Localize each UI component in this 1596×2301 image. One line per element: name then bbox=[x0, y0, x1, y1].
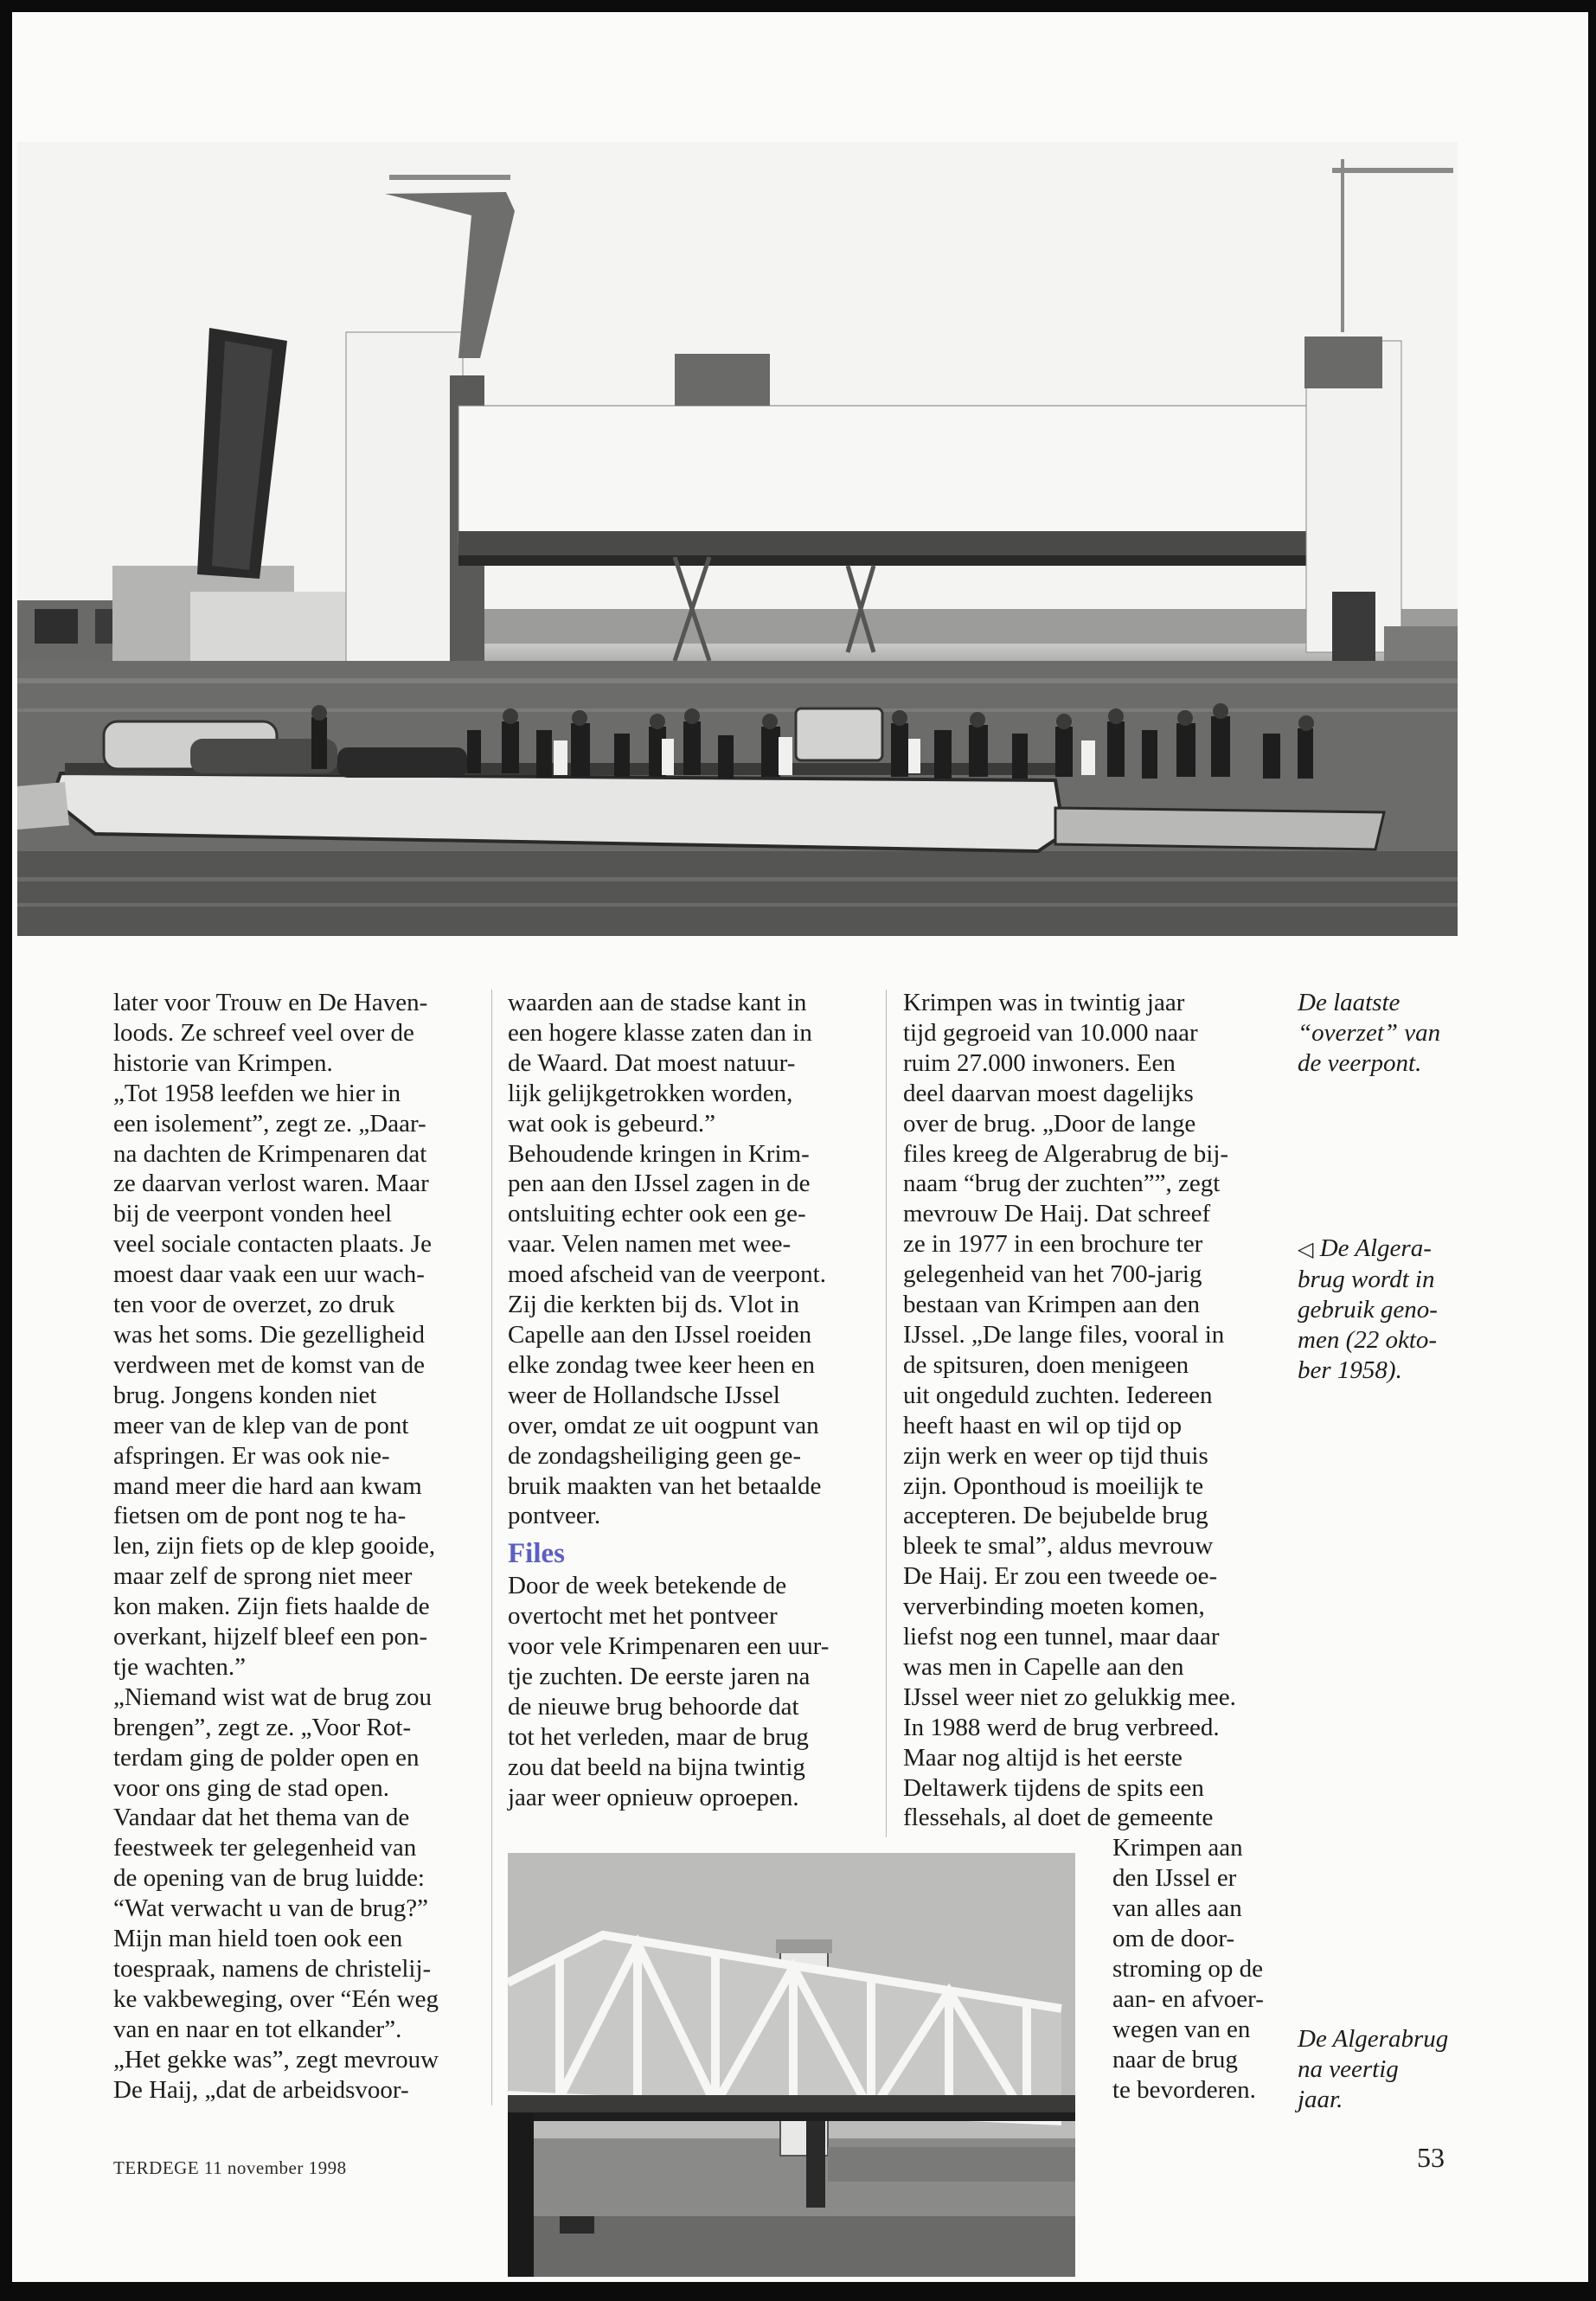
text-line: „Tot 1958 leefden we hier in bbox=[113, 1079, 401, 1107]
photo-algerabrug-drawing bbox=[508, 1853, 1075, 2277]
caption-opening bbox=[1298, 1234, 1497, 1386]
text-line: was het soms. Die gezelligheid bbox=[113, 1320, 425, 1349]
text-line: vaar. Velen namen met wee- bbox=[508, 1230, 792, 1259]
caption-line: de veerpont. bbox=[1298, 1049, 1422, 1077]
text-line: brug. Jongens konden niet bbox=[113, 1381, 377, 1409]
text-line: voor vele Krimpenaren een uur- bbox=[508, 1632, 830, 1661]
text-line: „Het gekke was”, zegt mevrouw bbox=[113, 2045, 439, 2073]
text-line: lijk gelijkgetrokken worden, bbox=[508, 1079, 793, 1107]
text-line: In 1988 werd de brug verbreed. bbox=[903, 1713, 1220, 1741]
text-line: om de door- bbox=[1112, 1925, 1235, 1953]
left-triangle-icon: ◁ bbox=[1298, 1237, 1314, 1261]
text-line: naar de brug bbox=[1112, 2045, 1238, 2073]
text-line: bestaan van Krimpen aan den bbox=[903, 1291, 1201, 1319]
text-line: brengen”, zegt ze. „Voor Rot- bbox=[113, 1713, 412, 1741]
text-line: de zondagsheiliging geen ge- bbox=[508, 1441, 802, 1470]
text-line: Capelle aan den IJssel roeiden bbox=[508, 1320, 812, 1349]
text-line: Deltawerk tijdens de spits een bbox=[903, 1773, 1204, 1802]
caption-line: na veertig bbox=[1298, 2055, 1399, 2083]
text-line: ke vakbeweging, over “Eén weg bbox=[113, 1984, 439, 2013]
caption-line: gebruik geno- bbox=[1298, 1296, 1438, 1324]
text-line: De Haij, „dat de arbeidsvoor- bbox=[113, 2075, 409, 2104]
text-line: kon maken. Zijn fiets haalde de bbox=[113, 1593, 430, 1621]
text-line: Mijn man hield toen ook een bbox=[113, 1925, 403, 1953]
text-line: elke zondag twee keer heen en bbox=[508, 1350, 816, 1379]
text-line: Maar nog altijd is het eerste bbox=[903, 1743, 1183, 1772]
text-line: bruik maakten van het betaalde bbox=[508, 1471, 822, 1500]
text-line: overkant, hijzelf bleef een pon- bbox=[113, 1623, 428, 1651]
text-line: ontsluiting echter ook een ge- bbox=[508, 1200, 806, 1228]
photo-algerabrug bbox=[508, 1853, 1075, 2277]
text-line: pontveer. bbox=[508, 1502, 601, 1530]
text-line: ten voor de overzet, zo druk bbox=[113, 1291, 395, 1319]
text-line: moest daar vaak een uur wach- bbox=[113, 1260, 425, 1289]
text-line: de opening van de brug luidde: bbox=[113, 1864, 425, 1893]
text-line: over de brug. „Door de lange bbox=[903, 1109, 1196, 1138]
text-line: terdam ging de polder open en bbox=[113, 1743, 420, 1772]
text-line: Behoudende kringen in Krim- bbox=[508, 1139, 810, 1168]
text-line: weer de Hollandsche IJssel bbox=[508, 1381, 780, 1409]
text-line: mevrouw De Haij. Dat schreef bbox=[903, 1200, 1211, 1228]
text-line: ruim 27.000 inwoners. Een bbox=[903, 1048, 1176, 1077]
text-line: flessehals, al doet de gemeente bbox=[903, 1804, 1214, 1832]
text-line: accepteren. De bejubelde brug bbox=[903, 1502, 1208, 1530]
text-line: wat ook is gebeurd.” bbox=[508, 1109, 715, 1138]
caption-line bbox=[1298, 1234, 1497, 1265]
text-line: heeft haast en wil op tijd op bbox=[903, 1411, 1183, 1439]
magazine-page bbox=[12, 12, 1588, 2282]
text-line: deel daarvan moest dagelijks bbox=[903, 1079, 1194, 1107]
text-line: Door de week betekende de bbox=[508, 1572, 787, 1600]
text-line: tje zuchten. De eerste jaren na bbox=[508, 1663, 811, 1691]
text-line: ververbinding moeten komen, bbox=[903, 1593, 1205, 1621]
text-line: “Wat verwacht u van de brug?” bbox=[113, 1894, 429, 1923]
caption-bridge-today bbox=[1298, 2024, 1497, 2115]
text-line: liefst nog een tunnel, maar daar bbox=[903, 1623, 1220, 1651]
text-line: feestweek ter gelegenheid van bbox=[113, 1834, 417, 1862]
text-line: den IJssel er bbox=[1112, 1864, 1237, 1893]
text-line: verdween met de komst van de bbox=[113, 1350, 425, 1379]
text-line: files kreeg de Algerabrug de bij- bbox=[903, 1139, 1229, 1168]
text-line: Zij die kerkten bij ds. Vlot in bbox=[508, 1291, 799, 1319]
text-line: maar zelf de sprong niet meer bbox=[113, 1562, 413, 1591]
caption-text: De Algera- bbox=[1313, 1234, 1432, 1262]
article-column-2 bbox=[508, 988, 869, 1813]
text-line: zijn werk en weer op tijd thuis bbox=[903, 1441, 1208, 1470]
text-line: voor ons ging de stad open. bbox=[113, 1773, 389, 1802]
text-line: Krimpen aan bbox=[1112, 1834, 1243, 1862]
text-line: overtocht met het pontveer bbox=[508, 1602, 778, 1631]
text-line: over, omdat ze uit oogpunt van bbox=[508, 1411, 819, 1439]
text-line: de spitsuren, doen menigeen bbox=[903, 1350, 1189, 1379]
caption-line: men (22 okto- bbox=[1298, 1326, 1438, 1354]
text-line: De Haij. Er zou een tweede oe- bbox=[903, 1562, 1218, 1591]
text-line: naam “brug der zuchten””, zegt bbox=[903, 1170, 1221, 1198]
section-subheading: Files bbox=[508, 1538, 565, 1570]
page-number: 53 bbox=[1417, 2142, 1445, 2173]
text-line: later voor Trouw en De Haven- bbox=[113, 989, 428, 1016]
caption-line: De Algerabrug bbox=[1298, 2025, 1449, 2053]
text-line: fietsen om de pont nog te ha- bbox=[113, 1502, 407, 1530]
text-line: len, zijn fiets op de klep gooide, bbox=[113, 1532, 436, 1561]
text-line: zou dat beeld na bijna twintig bbox=[508, 1753, 805, 1781]
text-line: zijn. Oponthoud is moeilijk te bbox=[903, 1471, 1204, 1500]
text-line: mand meer die hard aan kwam bbox=[113, 1471, 422, 1500]
text-line: loods. Ze schreef veel over de bbox=[113, 1018, 414, 1047]
text-line: wegen van en bbox=[1112, 2015, 1251, 2043]
column-divider bbox=[491, 990, 492, 2106]
text-line: jaar weer opnieuw oproepen. bbox=[508, 1783, 799, 1811]
caption-line: De laatste bbox=[1298, 989, 1401, 1016]
text-line: „Niemand wist wat de brug zou bbox=[113, 1682, 433, 1711]
caption-ferry bbox=[1298, 988, 1497, 1079]
text-line: ze daarvan verlost waren. Maar bbox=[113, 1170, 429, 1198]
text-line: pen aan den IJssel zagen in de bbox=[508, 1170, 811, 1198]
caption-line: brug wordt in bbox=[1298, 1266, 1435, 1293]
caption-line: jaar. bbox=[1298, 2086, 1343, 2113]
text-line: IJssel weer niet zo gelukkig mee. bbox=[903, 1682, 1236, 1711]
footer-publication: TERDEGE 11 november 1998 bbox=[113, 2157, 347, 2178]
text-line: na dachten de Krimpenaren dat bbox=[113, 1139, 427, 1168]
column-divider bbox=[886, 990, 887, 1837]
text-line: een isolement”, zegt ze. „Daar- bbox=[113, 1109, 426, 1138]
text-line: stroming op de bbox=[1112, 1955, 1263, 1983]
text-line: tijd gegroeid van 10.000 naar bbox=[903, 1018, 1198, 1047]
text-line: was men in Capelle aan den bbox=[903, 1652, 1184, 1681]
text-line: afspringen. Er was ook nie- bbox=[113, 1441, 390, 1470]
text-line: van alles aan bbox=[1112, 1894, 1242, 1923]
text-line: Krimpen was in twintig jaar bbox=[903, 989, 1185, 1016]
caption-line: “overzet” van bbox=[1298, 1019, 1441, 1047]
text-line: meer van de klep van de pont bbox=[113, 1411, 409, 1439]
text-line: waarden aan de stadse kant in bbox=[508, 989, 807, 1016]
text-line: moed afscheid van de veerpont. bbox=[508, 1260, 826, 1289]
article-column-1 bbox=[113, 988, 477, 2106]
caption-line: ber 1958). bbox=[1298, 1356, 1402, 1384]
text-line: de nieuwe brug behoorde dat bbox=[508, 1692, 799, 1721]
text-line: tje wachten.” bbox=[113, 1652, 246, 1681]
text-line: bleek te smal”, aldus mevrouw bbox=[903, 1532, 1214, 1561]
text-line: bij de veerpont vonden heel bbox=[113, 1200, 393, 1228]
photo-ferry-bridge-drawing bbox=[17, 142, 1458, 936]
text-line: IJssel. „De lange files, vooral in bbox=[903, 1320, 1225, 1349]
photo-ferry-bridge bbox=[17, 142, 1458, 936]
text-line: van en naar en tot elkander”. bbox=[113, 2015, 402, 2043]
text-line: ze in 1977 in een brochure ter bbox=[903, 1230, 1203, 1259]
text-line: gelegenheid van het 700-jarig bbox=[903, 1260, 1202, 1289]
text-line: Vandaar dat het thema van de bbox=[113, 1804, 410, 1832]
text-line: aan- en afvoer- bbox=[1112, 1984, 1264, 2013]
text-line: te bevorderen. bbox=[1112, 2075, 1256, 2104]
text-line: veel sociale contacten plaats. Je bbox=[113, 1230, 432, 1259]
text-line: de Waard. Dat moest natuur- bbox=[508, 1048, 796, 1077]
text-line: uit ongeduld zuchten. Iedereen bbox=[903, 1381, 1213, 1409]
text-line: een hogere klasse zaten dan in bbox=[508, 1018, 812, 1047]
text-line: toespraak, namens de christelij- bbox=[113, 1955, 432, 1983]
text-line: historie van Krimpen. bbox=[113, 1048, 333, 1077]
text-line: tot het verleden, maar de brug bbox=[508, 1722, 809, 1751]
